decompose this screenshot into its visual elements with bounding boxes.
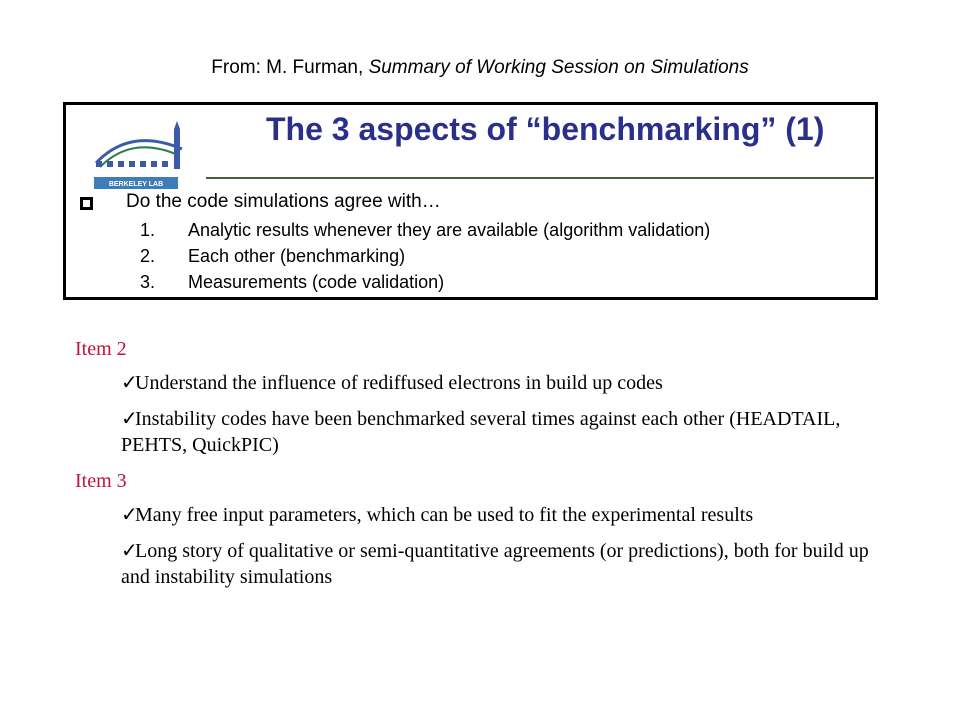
item-text: Each other (benchmarking) [188,246,406,266]
point-text: Instability codes have been benchmarked several times against each other (HEADTAIL, PEHTS, QuickPIC) [121,408,841,456]
slide-list-item [140,217,710,243]
check-icon: ✓ [121,372,138,394]
square-bullet-icon [80,197,93,210]
item2-point [121,370,895,396]
slide-title: The 3 aspects of “benchmarking” (1) [266,111,825,147]
item-text: Analytic results whenever they are available (algorithm validation) [188,220,711,240]
point-text: Many free input parameters, which can be used to fit the experimental results [135,504,754,526]
source-citation [0,57,960,79]
item3-point [121,538,895,590]
berkeley-lab-logo-icon [90,119,190,193]
point-text: Understand the influence of rediffused electrons in build up codes [135,372,663,394]
item2-point [121,406,895,458]
item-number: 3. [140,272,156,292]
source-prefix: From: M. Furman, [211,57,369,78]
item-number: 2. [140,246,156,266]
check-icon: ✓ [121,408,138,430]
check-icon: ✓ [121,540,138,562]
embedded-slide [63,102,878,300]
notes-content [75,336,895,600]
point-text: Long story of qualitative or semi-quantitative agreements (or predictions), both for build up and instability simulations [121,540,869,588]
item2-heading: Item 2 [75,338,127,360]
slide-question: Do the code simulations agree with… [126,191,441,212]
item3-point [121,502,895,528]
slide-list-item [140,269,710,295]
title-divider [206,177,874,179]
source-title: Summary of Working Session on Simulations [368,57,749,78]
slide-item-list [140,217,710,295]
check-icon: ✓ [121,504,138,526]
slide-list-item [140,243,710,269]
logo-text: BERKELEY LAB [108,181,164,188]
item3-heading: Item 3 [75,470,127,492]
item-number: 1. [140,220,156,240]
item-text: Measurements (code validation) [188,272,445,292]
